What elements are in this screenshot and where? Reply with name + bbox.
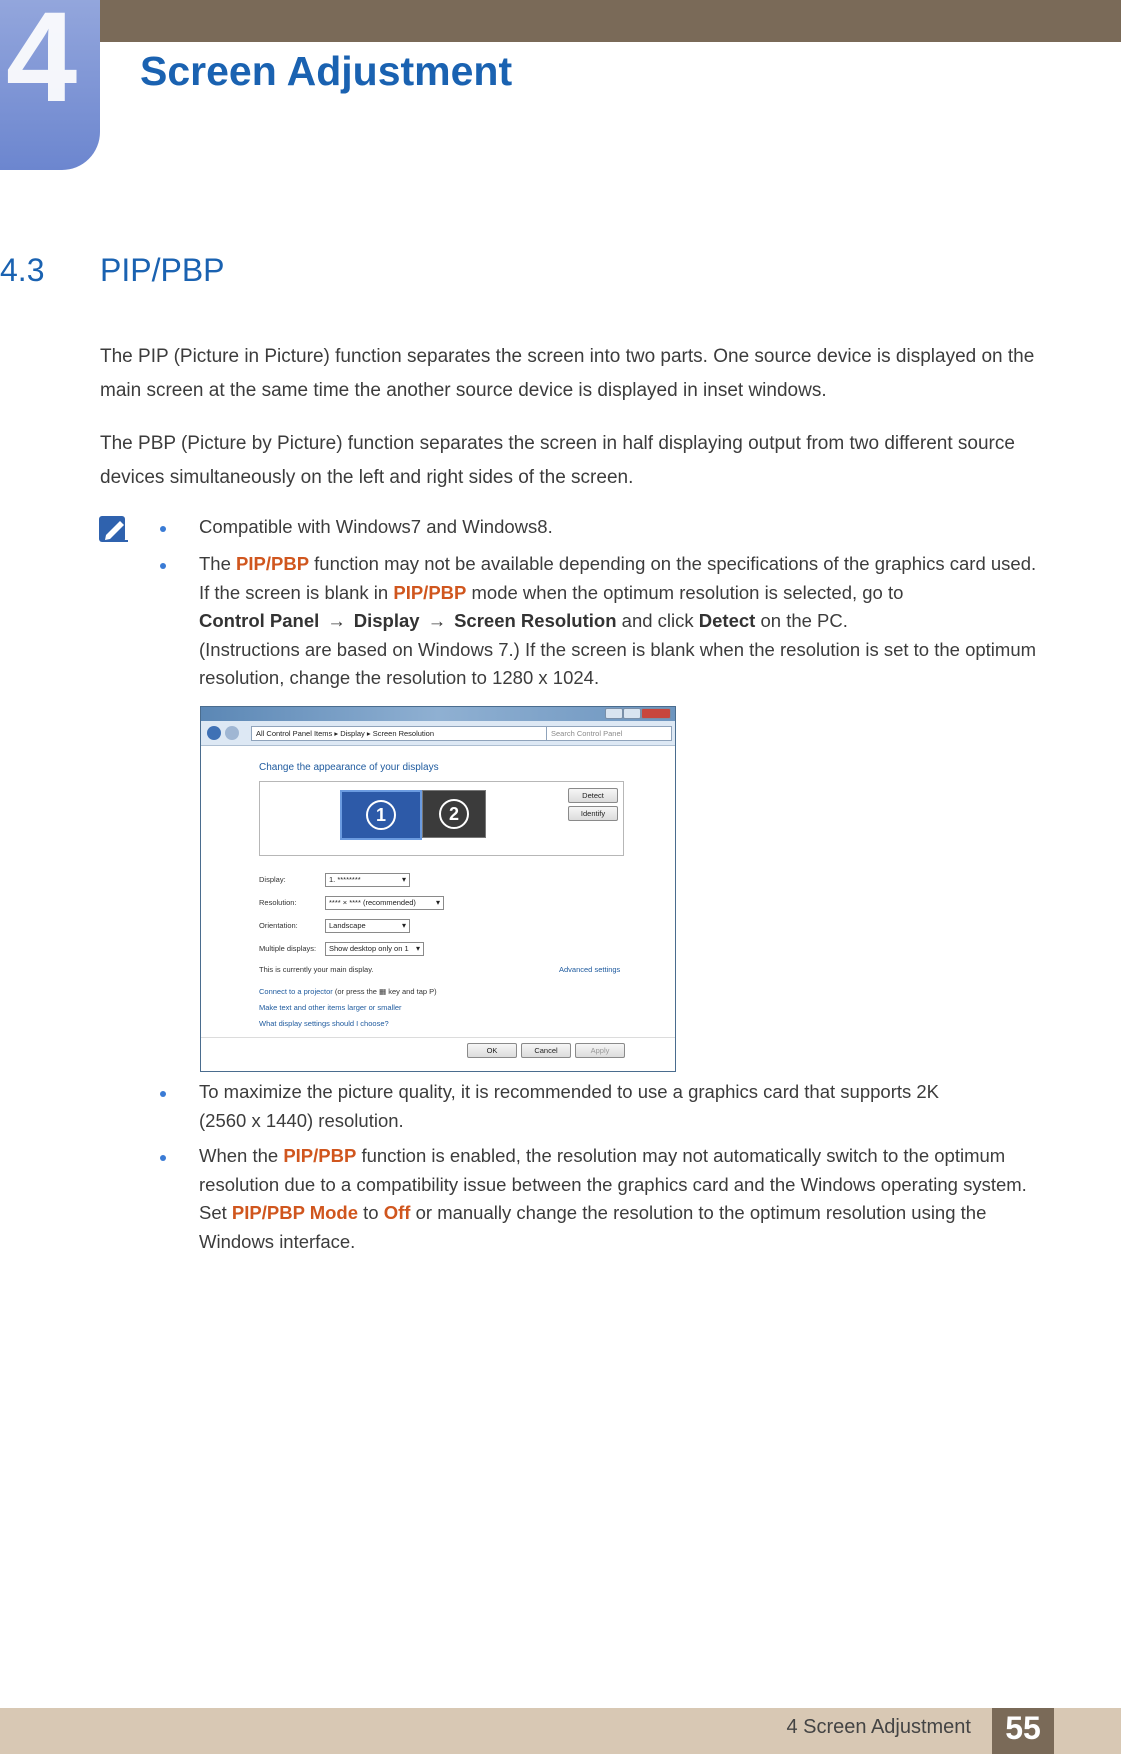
monitor-2 (422, 790, 486, 838)
multiple-displays-select: Show desktop only on 1 ▾ (325, 942, 424, 956)
display-label: Display: (259, 875, 286, 884)
menu-detect: Detect (698, 610, 756, 631)
text: mode when the optimum resolution is selected, go to (466, 581, 904, 603)
orientation-select: Landscape ▾ (325, 919, 410, 933)
advanced-settings-link: Advanced settings (559, 965, 621, 974)
note-resolution-switch (199, 1142, 1049, 1256)
note-availability (199, 550, 1049, 693)
monitor-number: 2 (439, 799, 469, 829)
forward-icon (225, 726, 239, 740)
chapter-number: 4 (6, 0, 78, 129)
multiple-displays-label: Multiple displays: (259, 944, 317, 953)
cancel-button: Cancel (521, 1043, 571, 1058)
text: function may not be available depending on the specifications of the graphics card used. If the screen is blank in (199, 553, 1037, 603)
text: and click (616, 610, 699, 631)
display-help-link: What display settings should I choose? (259, 1019, 389, 1028)
text: to (358, 1202, 384, 1223)
maximize-icon (623, 708, 641, 719)
paragraph-pip: The PIP (Picture in Picture) function separates the screen into two parts. One source device is displayed on the main screen at the same time the another source device is displayed in inset windows. (100, 346, 1035, 401)
orientation-label: Orientation: (259, 921, 298, 930)
address-bar (201, 721, 675, 746)
page-number: 55 (1005, 1710, 1041, 1746)
text: function is enabled, the resolution may not automatically switch to the optimum resolution due to a compatibility issue between the graphics card and the Windows operating system. Set (199, 1145, 1027, 1223)
paragraph-pbp: The PBP (Picture by Picture) function separates the screen in half displaying output from two different source devices simultaneously on the left and right sides of the screen. (100, 433, 1015, 488)
text: key and tap P) (386, 987, 437, 996)
arrow-icon: → (327, 610, 346, 631)
text: (or press the (332, 987, 380, 996)
identify-button: Identify (568, 806, 618, 821)
breadcrumb: All Control Panel Items ▸ Display ▸ Screen Resolution (251, 726, 552, 741)
windows-key-icon: ▦ (379, 987, 387, 996)
menu-control-panel: Control Panel (199, 610, 320, 631)
chapter-number-badge (0, 0, 100, 170)
main-display-text: This is currently your main display. (259, 965, 374, 974)
text: The (199, 553, 237, 574)
bullet-dot (160, 1091, 166, 1097)
highlight-pip-pbp-mode: PIP/PBP Mode (231, 1202, 359, 1223)
note-icon (98, 515, 132, 545)
ok-button: OK (467, 1043, 517, 1058)
bullet-dot (160, 1155, 166, 1161)
note-compatibility: Compatible with Windows7 and Windows8. (199, 516, 553, 537)
note-graphics-card: To maximize the picture quality, it is recommended to use a graphics card that supports 2K (2560 x 1440) resolution. (199, 1081, 940, 1131)
highlight-pip-pbp: PIP/PBP (393, 581, 467, 603)
apply-button: Apply (575, 1043, 625, 1058)
arrow-icon: → (427, 610, 447, 631)
back-icon (207, 726, 221, 740)
title-bar (201, 707, 675, 721)
close-icon (641, 708, 671, 719)
divider (201, 1037, 675, 1038)
section-number: 4.3 (0, 252, 45, 288)
search-input: Search Control Panel (546, 726, 672, 741)
monitor-number: 1 (366, 800, 396, 830)
link-text: Connect to a projector (259, 987, 333, 996)
bullet-dot (160, 563, 166, 569)
screen-resolution-screenshot (200, 706, 676, 1072)
connect-projector-link (259, 987, 437, 996)
monitor-1 (340, 790, 422, 840)
display-arrangement (259, 781, 624, 856)
header-bar (0, 0, 1121, 42)
highlight-pip-pbp: PIP/PBP (283, 1145, 357, 1166)
menu-screen-resolution: Screen Resolution (454, 610, 617, 631)
section-title: PIP/PBP (100, 252, 225, 288)
resolution-select: **** × **** (recommended) ▾ (325, 896, 444, 910)
highlight-pip-pbp: PIP/PBP (236, 553, 310, 574)
text: (Instructions are based on Windows 7.) If the screen is blank when the resolution is set to the optimum resolution, change the resolution to 1280 x 1024. (199, 638, 1037, 688)
text: on the PC. (755, 610, 848, 631)
footer-text: 4 Screen Adjustment (786, 1716, 971, 1738)
text-size-link: Make text and other items larger or smaller (259, 1003, 402, 1012)
text: or manually change the resolution to the optimum resolution using the Windows interface. (199, 1202, 987, 1252)
minimize-icon (605, 708, 623, 719)
display-select: 1. ******** ▾ (325, 873, 410, 887)
resolution-label: Resolution: (259, 898, 297, 907)
dialog-heading: Change the appearance of your displays (259, 762, 439, 773)
text: When the (199, 1145, 284, 1166)
detect-button: Detect (568, 788, 618, 803)
bullet-dot (160, 526, 166, 532)
highlight-off: Off (383, 1202, 411, 1223)
chapter-title: Screen Adjustment (140, 48, 513, 94)
menu-display: Display (353, 610, 420, 631)
